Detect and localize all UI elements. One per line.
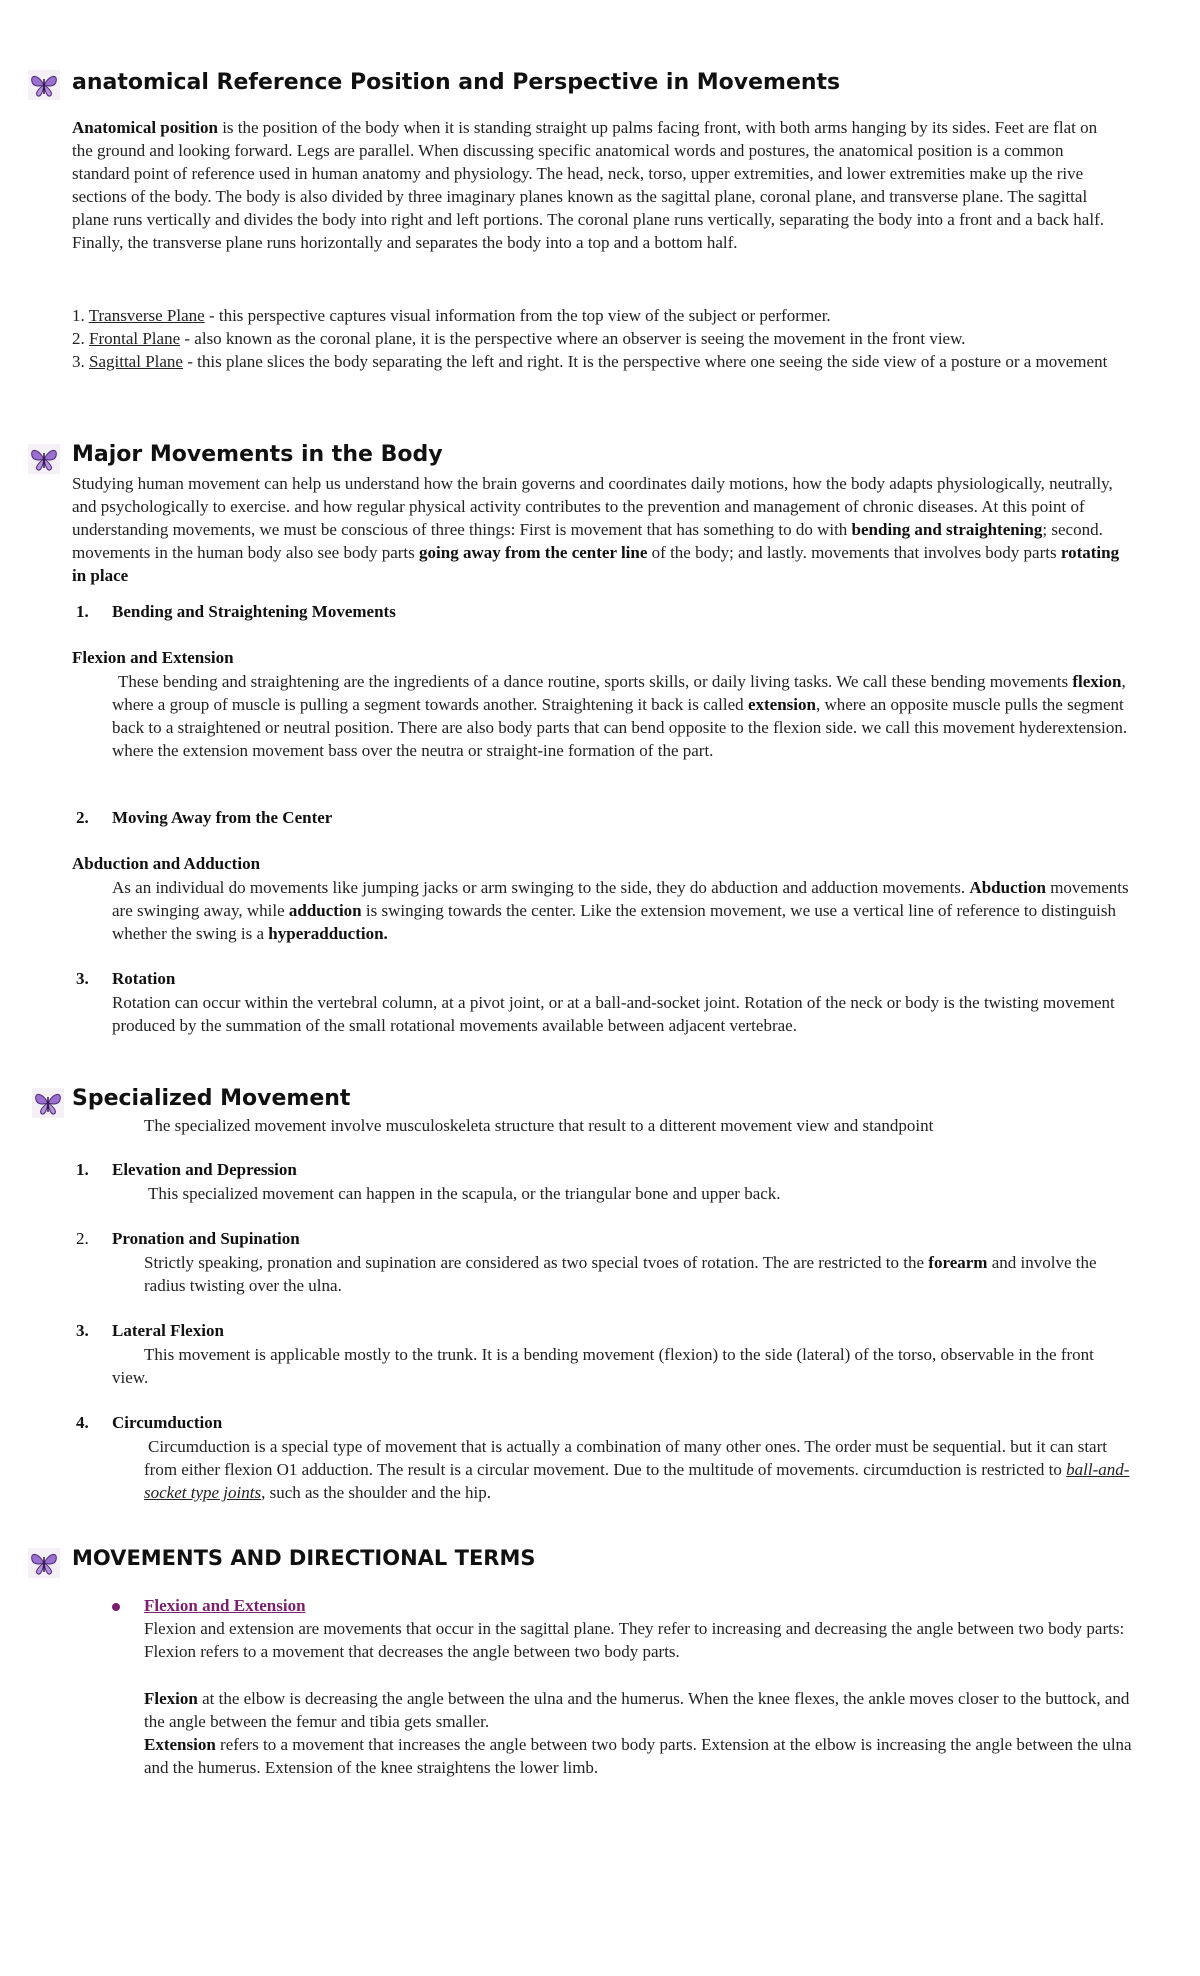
- intro-text: ; second. movements in the human body also see body parts: [72, 520, 1103, 562]
- paragraph-pronation: [144, 1251, 1134, 1297]
- term-transverse-plane: Transverse Plane: [88, 306, 205, 325]
- list-number: 3.: [76, 969, 89, 988]
- term-rotating: rotating in place: [72, 543, 1120, 585]
- term-forearm: forearm: [928, 1253, 988, 1272]
- list-text: - this plane slices the body separating the left and right. It is the perspective where one seeing the side view of a posture or a movement: [182, 352, 1108, 371]
- term-sagittal-plane: Sagittal Plane: [89, 352, 183, 371]
- paragraph-flexion-extension: Flexion and extension are movements that occur in the sagittal plane. They refer to increasing and decreasing the angle between two body parts: Flexion refers to a movement that decreases the angle between two body parts.: [144, 1619, 1125, 1661]
- item-title: Rotation: [112, 969, 176, 988]
- list-number: 2.: [76, 1229, 89, 1248]
- paragraph-text: movements are swinging away, while: [112, 878, 1129, 920]
- item-title: Elevation and Depression: [112, 1160, 297, 1179]
- paragraph-text: , where an opposite muscle pulls the segment back to a straightened or neutral position. There are also body parts that can bend opposite to the flexion side. we call this movement hyderextension. where the extension movement bass over the neutra or straight-ine formation of the part.: [112, 695, 1128, 760]
- paragraph-extension: [144, 1733, 1140, 1779]
- paragraph-intro: The specialized movement involve musculoskeleta structure that result to a ditterent movement view and standpoint: [144, 1116, 934, 1135]
- term-flexion: flexion: [1072, 672, 1122, 691]
- list-number: 2.: [72, 329, 89, 348]
- intro-text: of the body; and lastly. movements that involves body parts: [647, 543, 1061, 562]
- term-flexion: Flexion: [144, 1689, 198, 1708]
- butterfly-icon: [28, 70, 60, 100]
- butterfly-icon: [28, 1548, 60, 1578]
- term-bending-straightening: bending and straightening: [851, 520, 1043, 539]
- paragraph-text: Strictly speaking, pronation and supination are considered as two special tvoes of rotation. The are restricted to the: [144, 1253, 929, 1272]
- list-number: 1.: [76, 602, 89, 621]
- paragraph-anatomical-position: [72, 116, 1112, 254]
- list-number: 1.: [72, 306, 89, 325]
- term-hyperadduction: hyperadduction.: [268, 924, 388, 943]
- bullet-heading[interactable]: [144, 1594, 306, 1617]
- term-frontal-plane: Frontal Plane: [89, 329, 181, 348]
- paragraph-rotation: Rotation can occur within the vertebral column, at a pivot joint, or at a ball-and-socket joint. Rotation of the neck or body is the twisting movement produced by the summation of the small rotational movements available between adjacent vertebrae.: [112, 993, 1115, 1035]
- butterfly-icon: [28, 444, 60, 474]
- plane-list: [72, 304, 1132, 373]
- list-text: - also known as the coronal plane, it is the perspective where an observer is seeing the movement in the front view.: [180, 329, 966, 348]
- paragraph-text: is swinging towards the center. Like the extension movement, we use a vertical line of reference to distinguish whether the swing is a: [112, 901, 1117, 943]
- section-title: anatomical Reference Position and Perspective in Movements: [72, 70, 841, 95]
- subheading: Abduction and Adduction: [72, 854, 261, 873]
- list-item: [72, 350, 1132, 373]
- paragraph-abduction: [112, 876, 1132, 945]
- list-number: 4.: [76, 1413, 89, 1432]
- item-title: Pronation and Supination: [112, 1229, 300, 1248]
- item-title: Lateral Flexion: [112, 1321, 224, 1340]
- paragraph-lateral-flexion: This movement is applicable mostly to the trunk. It is a bending movement (flexion) to the side (lateral) of the torso, observable in the front view.: [112, 1345, 1094, 1387]
- term-anatomical-position: Anatomical position: [72, 118, 218, 137]
- paragraph-text: refers to a movement that increases the angle between two body parts. Extension at the elbow is increasing the angle between the ulna and the humerus. Extension of the knee straightens the lower limb.: [144, 1735, 1132, 1777]
- term-abduction: Abduction: [969, 878, 1046, 897]
- list-text: - this perspective captures visual information from the top view of the subject or performer.: [204, 306, 831, 325]
- list-item: [72, 304, 1132, 327]
- list-number: 3.: [72, 352, 89, 371]
- term-adduction: adduction: [288, 901, 362, 920]
- paragraph-text: These bending and straightening are the ingredients of a dance routine, sports skills, or daily living tasks. We call these bending movements: [118, 672, 1073, 691]
- section-title: Major Movements in the Body: [72, 442, 443, 467]
- paragraph-text: Circumduction is a special type of movement that is actually a combination of many other ones. The order must be sequential. but it can start from either flexion O1 adduction. The result is a circular movement. Due to the multitude of movements. circumduction is restricted to: [144, 1437, 1107, 1479]
- list-number: 2.: [76, 808, 89, 827]
- term-extension: extension: [747, 695, 816, 714]
- subheading: Flexion and Extension: [72, 648, 234, 667]
- intro-text: Studying human movement can help us understand how the brain governs and coordinates daily motions, how the body adapts physiologically, neutrally, and psychologically to exercise. and how regular physical activity contributes to the prevention and management of chronic diseases. At this point of understanding movements, we must be conscious of three things: First is movement that has something to do with: [72, 474, 1113, 539]
- item-title: Bending and Straightening Movements: [112, 602, 396, 621]
- paragraph-text: is the position of the body when it is standing straight up palms facing front, with both arms hanging by its sides. Feet are flat on the ground and looking forward. Legs are parallel. When discussing specific anatomical words and postures, the anatomical position is a common standard point of reference used in human anatomy and physiology. The head, neck, torso, upper extremities, and lower extremities make up the rive sections of the body. The body is also divided by three imaginary planes known as the sagittal plane, coronal plane, and transverse plane. The sagittal plane runs vertically and divides the body into right and left portions. The coronal plane runs vertically, separating the body into a front and a back half. Finally, the transverse plane runs horizontally and separates the body into a top and a bottom half.: [72, 118, 1104, 252]
- list-number: 3.: [76, 1321, 89, 1340]
- paragraph-text: , such as the shoulder and the hip.: [261, 1483, 492, 1502]
- item-title: Circumduction: [112, 1413, 223, 1432]
- item-title: Moving Away from the Center: [112, 808, 333, 827]
- term-going-away: going away from the center line: [419, 543, 648, 562]
- term-ball-socket: ball-and-socket type joints: [144, 1460, 1130, 1502]
- paragraph-text: , where a group of muscle is pulling a segment towards another. Straightening it back is called: [112, 672, 1126, 714]
- paragraph-intro: [72, 472, 1132, 587]
- paragraph-flexion-elbow: [144, 1687, 1140, 1733]
- paragraph-text: As an individual do movements like jumping jacks or arm swinging to the side, they do abduction and adduction movements.: [112, 878, 970, 897]
- paragraph-flexion: [112, 670, 1132, 762]
- bullet-dot-icon: [112, 1603, 120, 1611]
- list-number: 1.: [76, 1160, 89, 1179]
- paragraph-text: and involve the radius twisting over the ulna.: [144, 1253, 1097, 1295]
- section-title: Specialized Movement: [72, 1086, 351, 1111]
- section-title: MOVEMENTS AND DIRECTIONAL TERMS: [72, 1546, 536, 1570]
- paragraph-circumduction: [144, 1435, 1134, 1504]
- butterfly-icon: [32, 1088, 64, 1118]
- paragraph-text: at the elbow is decreasing the angle between the ulna and the humerus. When the knee flexes, the ankle moves closer to the buttock, and the angle between the femur and tibia gets smaller.: [144, 1689, 1130, 1731]
- list-item: [72, 327, 1132, 350]
- paragraph-elevation: This specialized movement can happen in the scapula, or the triangular bone and upper back.: [148, 1184, 781, 1203]
- term-extension: Extension: [144, 1735, 216, 1754]
- flexion-extension-link[interactable]: Flexion and Extension: [144, 1596, 306, 1615]
